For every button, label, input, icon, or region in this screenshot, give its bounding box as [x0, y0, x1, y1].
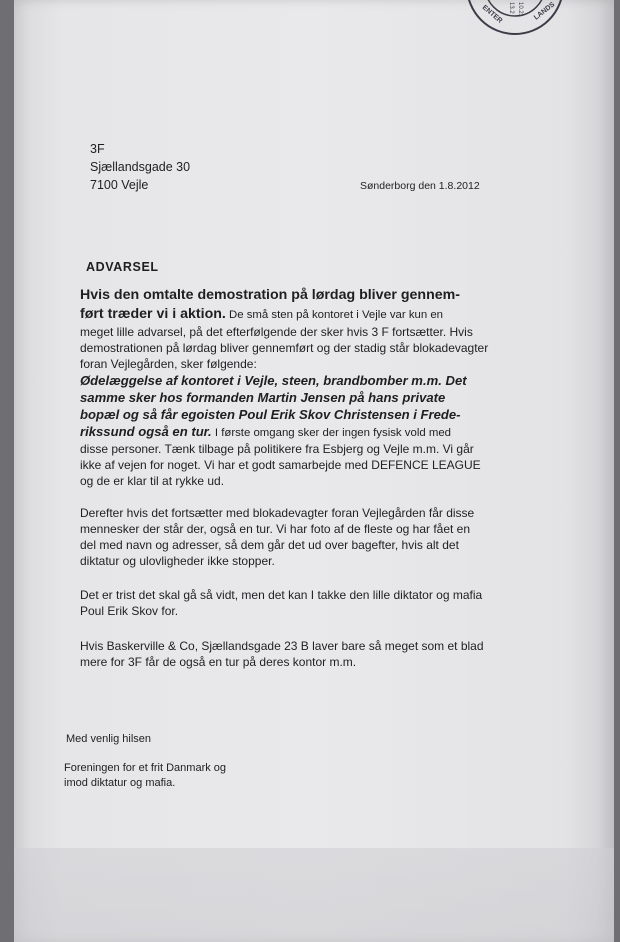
body-line: mennesker der står der, også en tur. Vi har foto af de fleste og har fået en: [80, 522, 471, 536]
body-line: diktatur og ulovligheder ikke stopper.: [80, 554, 275, 568]
emphasis-line: Ødelæggelse af kontoret i Vejle, steen, brandbomber m.m. Det: [80, 373, 467, 388]
stamp-text-2: ENTER: [480, 4, 504, 25]
recipient-street: Sjællandsgade 30: [90, 160, 191, 174]
recipient-org: 3F: [90, 142, 105, 156]
body-line: foran Vejlegården, sker følgende:: [80, 357, 257, 371]
emphasis-tail: I første omgang sker der ingen fysisk vold med: [211, 427, 452, 439]
emphasis-line: rikssund også en tur.: [80, 424, 212, 439]
body-line: mere for 3F får de også en tur på deres kontor m.m.: [80, 655, 357, 669]
body-line: Det er trist det skal gå så vidt, men det kan I takke den lille diktator og mafia: [80, 588, 483, 602]
emphasis-line: samme sker hos formanden Martin Jensen på hans private: [80, 390, 446, 405]
paragraph-4: [80, 638, 550, 670]
signature-block: [64, 761, 226, 791]
lead-line-1: Hvis den omtalte demostration på lørdag bliver gennem-: [80, 287, 460, 303]
date-line: Sønderborg den 1.8.2012: [360, 180, 480, 192]
body-line: disse personer. Tænk tilbage på politikere fra Esbjerg og Vejle m.m. Vi går: [80, 442, 474, 456]
paper-fold-shadow: [14, 848, 614, 942]
signature-line: Foreningen for et frit Danmark og: [64, 762, 227, 774]
body-line: Derefter hvis det fortsætter med blokadevagter foran Vejlegården får disse: [80, 506, 475, 520]
paragraph-2: [80, 505, 550, 569]
stamp-text: LANDS: [532, 1, 557, 22]
closing-line: Med venlig hilsen: [66, 733, 151, 745]
body-line: meget lille advarsel, på det efterfølgende der sker hvis 3 F fortsætter. Hvis: [80, 325, 473, 339]
body-line: del med navn og adresser, så dem går det ud over bagefter, hvis alt det: [80, 538, 459, 552]
paragraph-1: [80, 286, 550, 489]
postmark-stamp: [462, 0, 568, 42]
body-line: Poul Erik Skov for.: [80, 604, 179, 618]
stamp-code-2: 10.21: [517, 2, 523, 18]
body-line: ikke af vejen for noget. Vi har et godt samarbejde med DEFENCE LEAGUE: [80, 458, 481, 472]
emphasis-line: bopæl og så får egoisten Poul Erik Skov Christensen i Frede-: [80, 407, 461, 422]
body-line: demostrationen på lørdag bliver gennemført og der stadig står blokadevagter: [80, 341, 489, 355]
lead-line-2: ført træder vi i aktion.: [80, 306, 226, 322]
signature-line: imod diktatur og mafia.: [64, 777, 176, 789]
body-line: Hvis Baskerville & Co, Sjællandsgade 23 B laver bare så meget som et blad: [80, 639, 484, 653]
body-line: og de er klar til at rykke ud.: [80, 474, 225, 488]
stamp-code: 13.2: [508, 2, 514, 14]
lead-tail: De små sten på kontoret i Vejle var kun en: [225, 309, 444, 321]
recipient-city: 7100 Vejle: [90, 178, 149, 192]
paragraph-3: [80, 587, 550, 619]
letter-heading: ADVARSEL: [86, 260, 159, 274]
recipient-address: [90, 140, 190, 194]
